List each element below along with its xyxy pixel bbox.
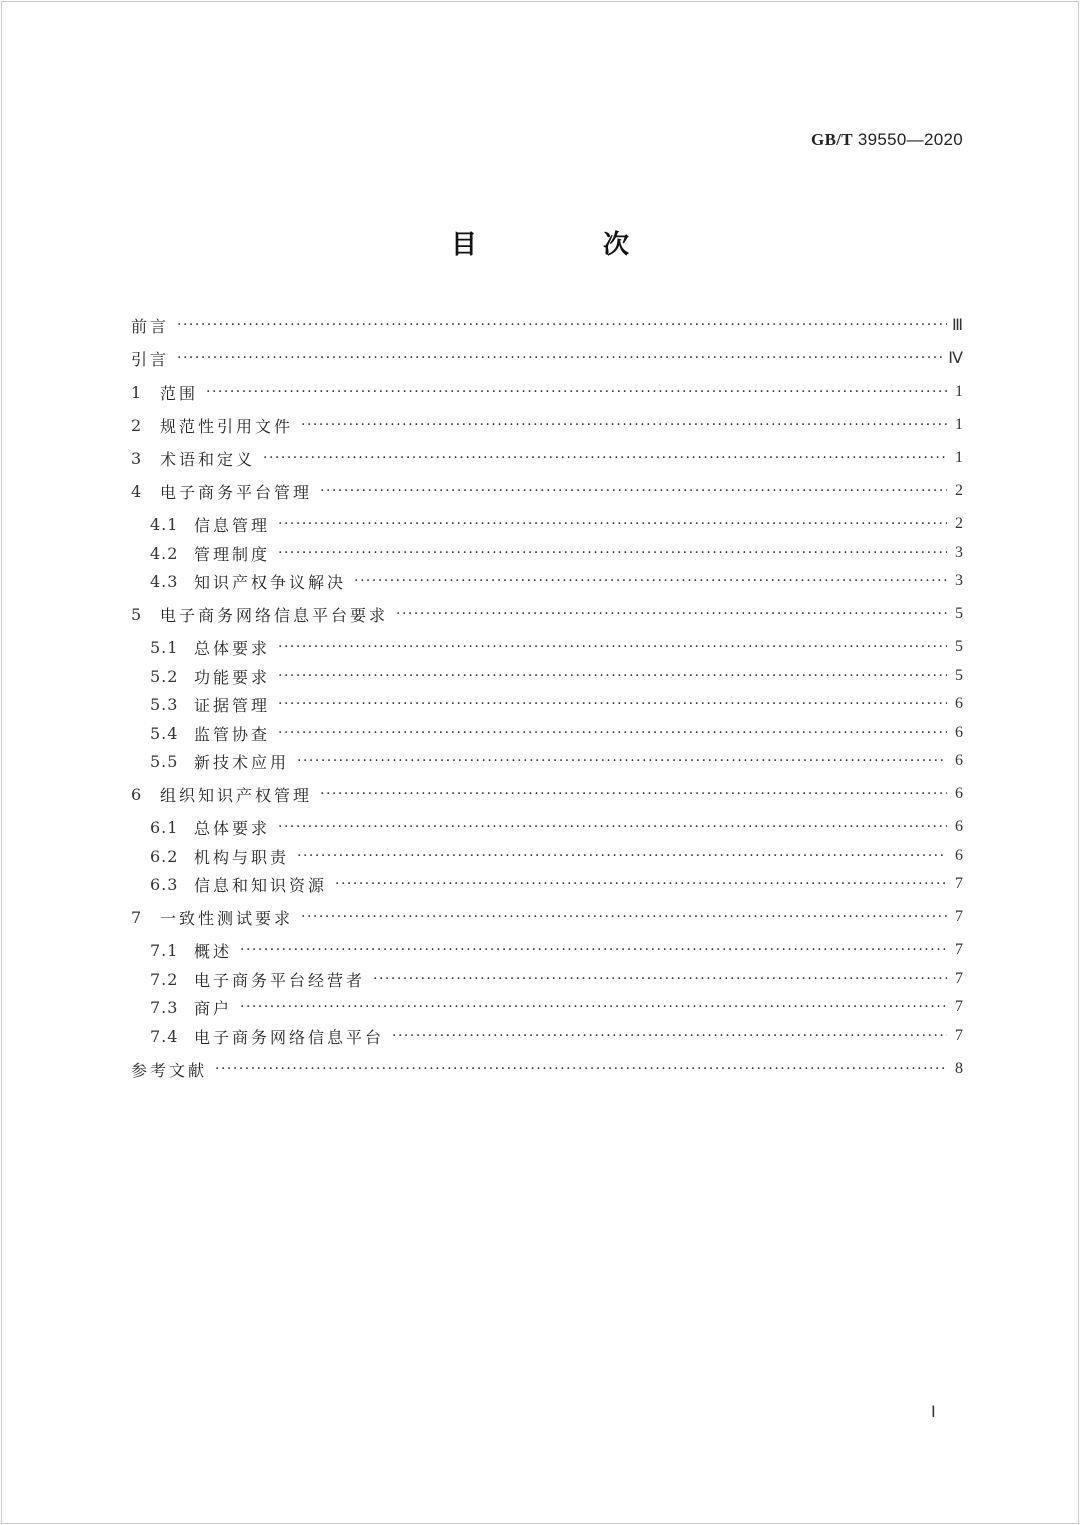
- toc-entry-label: 组织知识产权管理: [160, 785, 313, 805]
- toc-entry-page: 7: [955, 941, 963, 958]
- toc-entry-page: 2: [955, 482, 963, 499]
- toc-entry-page: 1: [955, 449, 963, 466]
- toc-entry-number: 5.3: [150, 694, 179, 714]
- toc-entry-label: 信息和知识资源: [194, 875, 328, 895]
- toc-entry-number: 6.1: [150, 817, 179, 837]
- toc-entry-number: 6.2: [150, 846, 179, 866]
- toc-entry-label: 新技术应用: [194, 752, 290, 772]
- toc-leader-dots: [335, 874, 947, 894]
- toc-entry-page: 6: [955, 695, 963, 712]
- toc-entry-page: 5: [955, 605, 963, 622]
- toc-entry-number: 7.3: [150, 997, 179, 1017]
- toc-entry[interactable]: [131, 346, 963, 370]
- toc-leader-dots: [240, 940, 947, 960]
- toc-entry-label: 管理制度: [194, 544, 271, 564]
- toc-entry-number: 6.3: [150, 874, 179, 894]
- toc-entry[interactable]: [131, 905, 963, 929]
- toc-entry[interactable]: [131, 692, 963, 716]
- toc-leader-dots: [392, 1026, 947, 1046]
- toc-entry-label: 规范性引用文件: [160, 416, 294, 436]
- toc-entry-page: 6: [955, 818, 963, 835]
- page-number: Ⅰ: [931, 1404, 936, 1421]
- toc-entry-label: 信息管理: [194, 515, 271, 535]
- toc-entry-label: 术语和定义: [160, 449, 256, 469]
- toc-entry-number: 4.1: [150, 514, 179, 534]
- toc-entry[interactable]: [131, 938, 963, 962]
- toc-entry-page: 6: [955, 724, 963, 741]
- toc-entry[interactable]: [131, 512, 963, 536]
- standard-prefix: GB/T: [811, 130, 853, 149]
- toc-entry-page: 8: [955, 1060, 963, 1077]
- toc-entry[interactable]: [131, 967, 963, 991]
- toc-entry-page: 7: [955, 970, 963, 987]
- toc-entry-label: 参考文献: [131, 1060, 208, 1080]
- toc-entry-page: 2: [955, 515, 963, 532]
- toc-entry[interactable]: [131, 664, 963, 688]
- toc-leader-dots: [373, 969, 947, 989]
- toc-leader-dots: [278, 514, 947, 534]
- toc-entry[interactable]: [131, 479, 963, 503]
- toc-entry-page: 3: [955, 572, 963, 589]
- toc-entry[interactable]: [131, 995, 963, 1019]
- toc-entry-number: 1: [131, 382, 143, 402]
- toc-entry[interactable]: [131, 446, 963, 470]
- toc-entry-label: 引言: [131, 349, 170, 369]
- toc-leader-dots: [177, 315, 947, 335]
- toc-entry-label: 范围: [160, 383, 199, 403]
- toc-leader-dots: [177, 348, 944, 368]
- toc-entry-label: 功能要求: [194, 667, 271, 687]
- toc-leader-dots: [354, 571, 947, 591]
- toc-entry-page: 6: [955, 847, 963, 864]
- toc-entry-number: 2: [131, 415, 143, 435]
- toc-entry[interactable]: [131, 844, 963, 868]
- toc-entry-label: 电子商务平台管理: [160, 482, 313, 502]
- toc-entry-number: 4: [131, 481, 143, 501]
- toc-entry-label: 一致性测试要求: [160, 908, 294, 928]
- toc-entry-page: 1: [955, 383, 963, 400]
- toc-entry[interactable]: [131, 380, 963, 404]
- toc-leader-dots: [278, 666, 947, 686]
- toc-entry-page: 6: [955, 785, 963, 802]
- toc-title: 目 次: [450, 230, 679, 260]
- toc-entry-page: 5: [955, 667, 963, 684]
- standard-code: [811, 130, 963, 150]
- toc-entry[interactable]: [131, 1057, 963, 1081]
- toc-leader-dots: [301, 415, 947, 435]
- toc-entry-number: 7: [131, 907, 143, 927]
- toc-leader-dots: [278, 817, 947, 837]
- toc-entry[interactable]: [131, 749, 963, 773]
- toc-entry[interactable]: [131, 815, 963, 839]
- toc-entry-page: Ⅳ: [948, 350, 963, 367]
- toc-entry-number: 4.3: [150, 571, 179, 591]
- toc-entry[interactable]: [131, 635, 963, 659]
- toc-entry-number: 5.1: [150, 637, 179, 657]
- toc-leader-dots: [263, 448, 947, 468]
- toc-entry-number: 3: [131, 448, 143, 468]
- toc-entry-label: 机构与职责: [194, 847, 290, 867]
- toc-leader-dots: [301, 907, 947, 927]
- toc-entry-number: 7.2: [150, 969, 179, 989]
- toc-entry-label: 前言: [131, 316, 170, 336]
- toc-entry[interactable]: [131, 569, 963, 593]
- toc-entry-page: 7: [955, 875, 963, 892]
- toc-entry-number: 5.2: [150, 666, 179, 686]
- toc-entry-label: 总体要求: [194, 818, 271, 838]
- toc-entry-number: 4.2: [150, 543, 179, 563]
- toc-entry-page: 3: [955, 544, 963, 561]
- toc-leader-dots: [320, 481, 947, 501]
- toc-entry-page: 6: [955, 752, 963, 769]
- toc-entry-page: 5: [955, 638, 963, 655]
- toc-entry-label: 电子商务网络信息平台: [194, 1027, 385, 1047]
- toc-entry-label: 知识产权争议解决: [194, 572, 347, 592]
- toc-entry-number: 6: [131, 784, 143, 804]
- toc-leader-dots: [396, 604, 947, 624]
- toc-entry-label: 监管协查: [194, 724, 271, 744]
- toc-entry-label: 商户: [194, 998, 233, 1018]
- toc-leader-dots: [278, 723, 947, 743]
- toc-leader-dots: [278, 637, 947, 657]
- toc-leader-dots: [278, 694, 947, 714]
- toc-entry-label: 证据管理: [194, 695, 271, 715]
- toc-entry[interactable]: [131, 872, 963, 896]
- toc-entry-number: 7.1: [150, 940, 179, 960]
- toc-leader-dots: [297, 846, 947, 866]
- toc-entry-number: 7.4: [150, 1026, 179, 1046]
- standard-number: 39550—2020: [857, 130, 963, 149]
- toc-entry-number: 5.5: [150, 751, 179, 771]
- toc-leader-dots: [240, 997, 947, 1017]
- toc-entry[interactable]: [131, 602, 963, 626]
- toc-entry-label: 总体要求: [194, 638, 271, 658]
- toc-entry-label: 概述: [194, 941, 233, 961]
- toc-entry-label: 电子商务网络信息平台要求: [160, 605, 389, 625]
- toc-entry[interactable]: [131, 413, 963, 437]
- toc-entry-page: 7: [955, 1027, 963, 1044]
- toc-entry-label: 电子商务平台经营者: [194, 970, 366, 990]
- toc-leader-dots: [215, 1059, 947, 1079]
- toc-entry[interactable]: [131, 1024, 963, 1048]
- toc-entry-page: Ⅲ: [951, 317, 963, 334]
- toc-entry-page: 1: [955, 416, 963, 433]
- toc-entry[interactable]: [131, 541, 963, 565]
- toc-leader-dots: [206, 382, 947, 402]
- toc-entry-number: 5: [131, 604, 143, 624]
- toc-entry-number: 5.4: [150, 723, 179, 743]
- toc-entry-page: 7: [955, 998, 963, 1015]
- toc-entry[interactable]: [131, 313, 963, 337]
- toc-entry[interactable]: [131, 782, 963, 806]
- toc-leader-dots: [278, 543, 947, 563]
- toc-entry[interactable]: [131, 721, 963, 745]
- toc-leader-dots: [297, 751, 947, 771]
- toc-leader-dots: [320, 784, 947, 804]
- toc-entry-page: 7: [955, 908, 963, 925]
